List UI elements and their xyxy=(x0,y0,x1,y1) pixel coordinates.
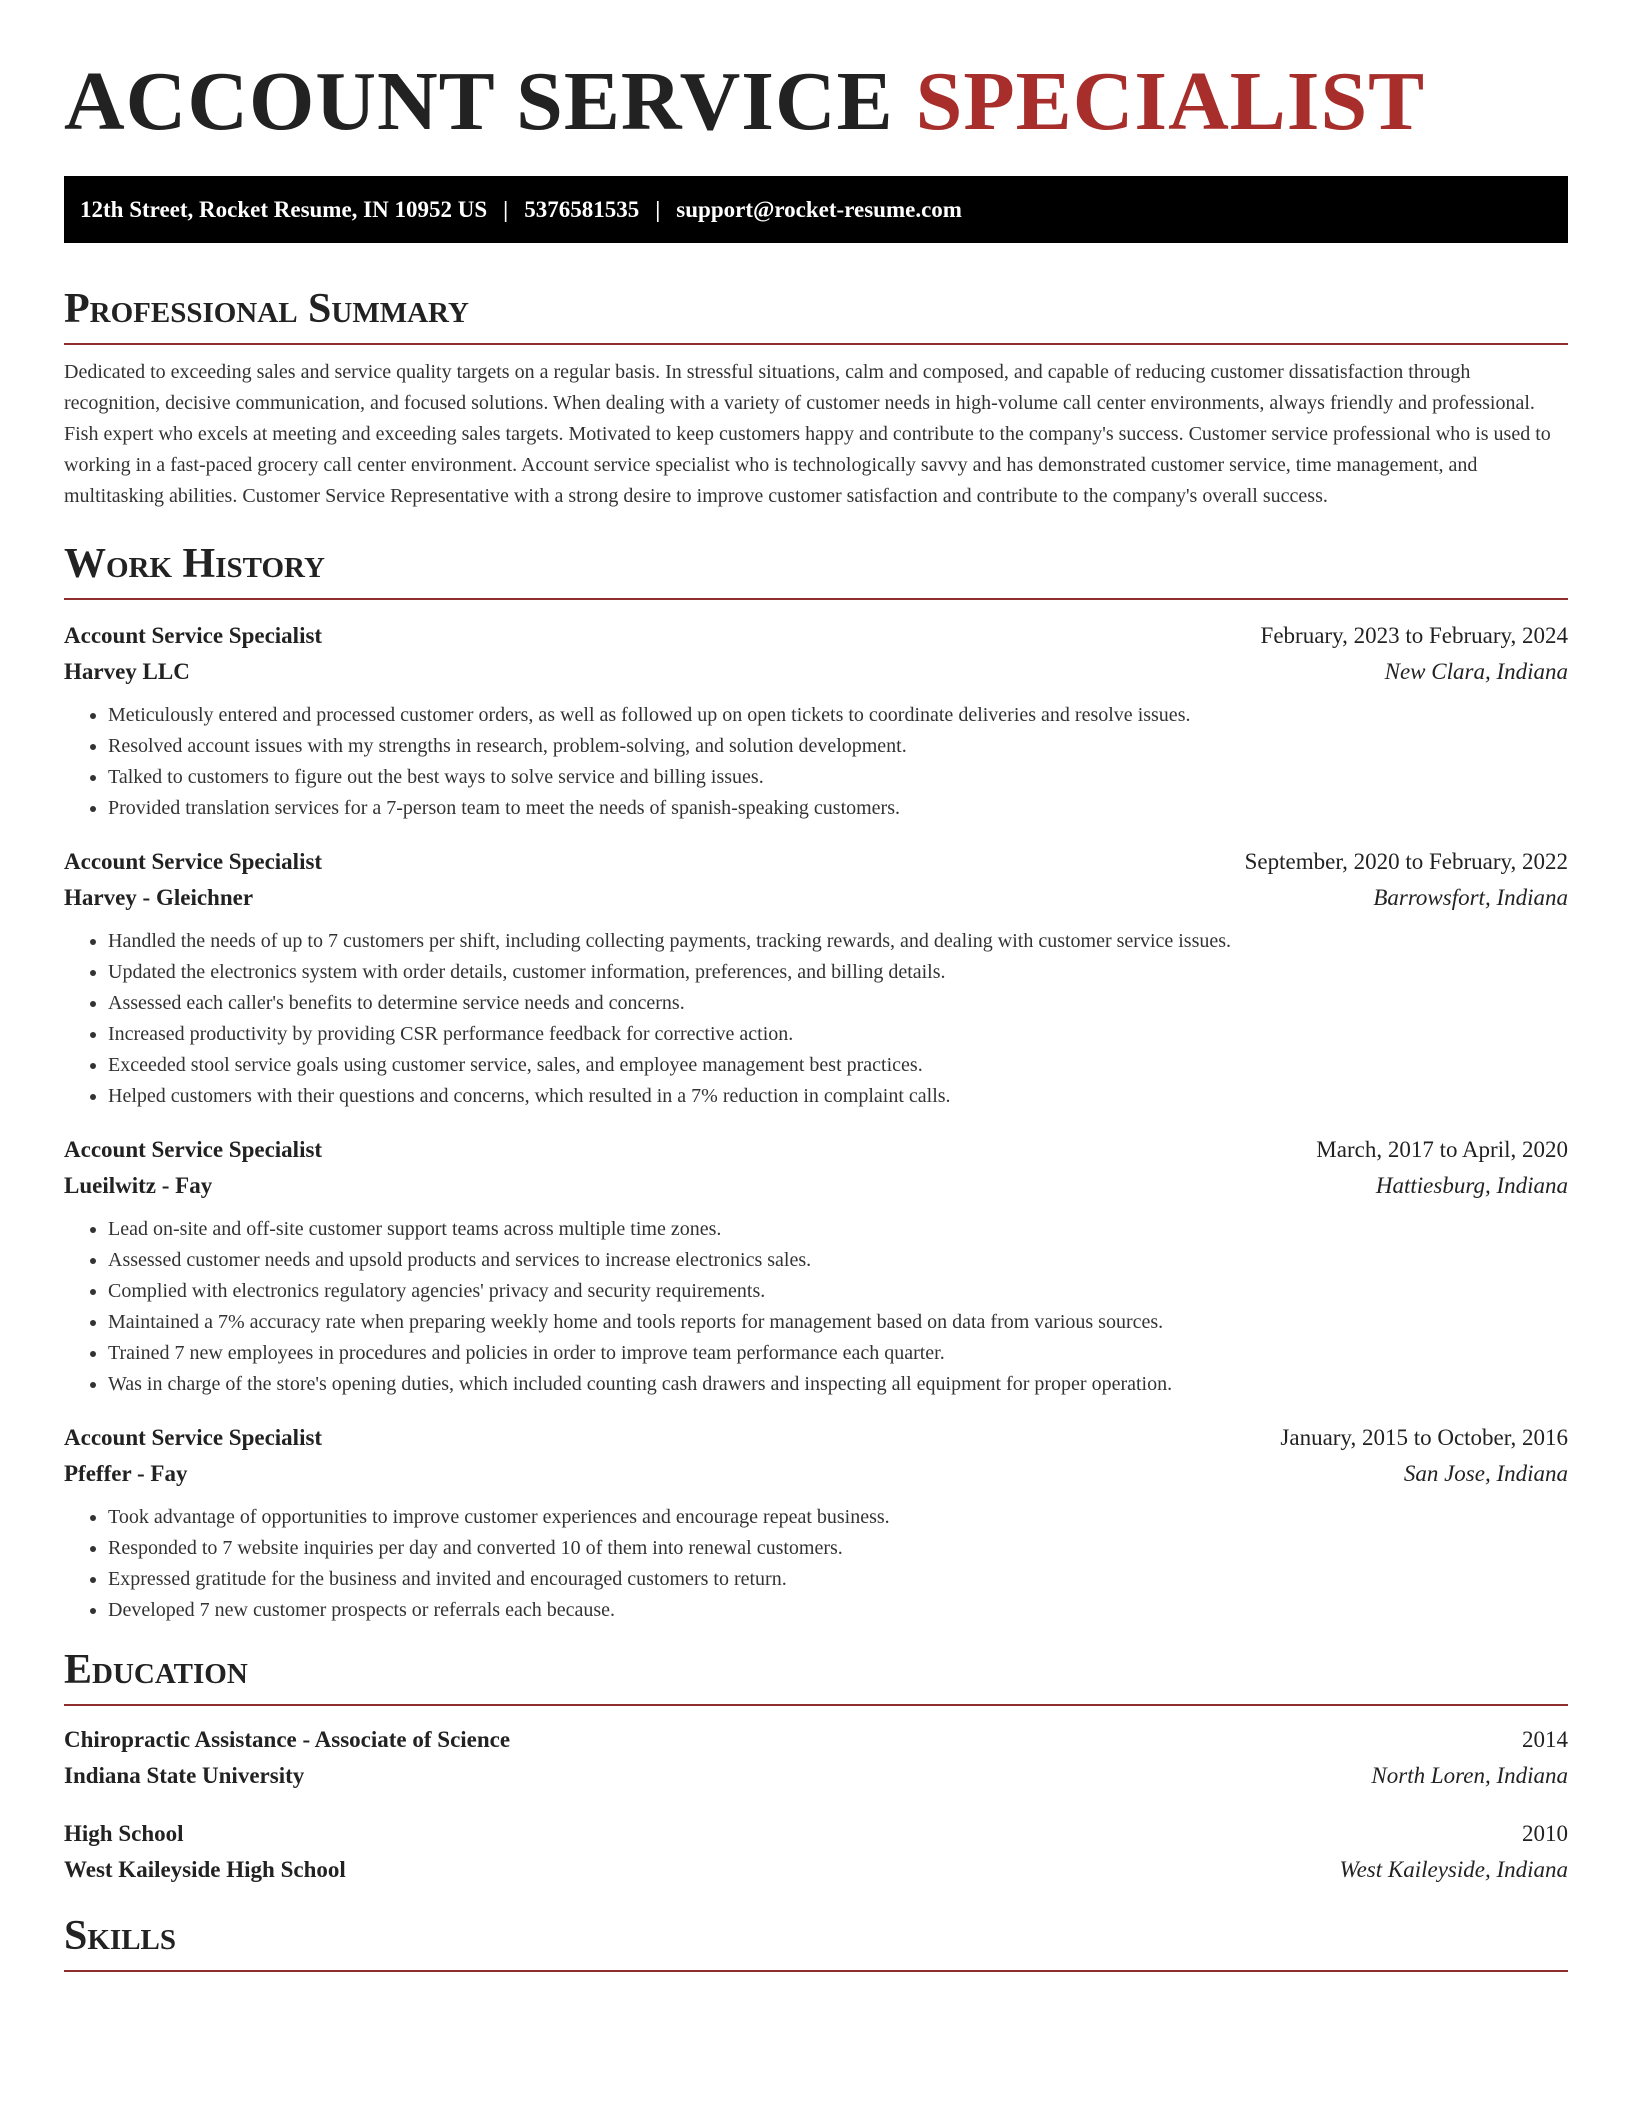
job-dates: January, 2015 to October, 2016 xyxy=(1280,1425,1568,1450)
job-bullet: • Maintained a 7% accuracy rate when preparing weekly home and tools reports for management based on data from various sources. xyxy=(108,1307,1568,1338)
job-bullet: • Assessed customer needs and upsold products and services to increase electronics sales. xyxy=(108,1245,1568,1276)
job-title: Account Service Specialist xyxy=(64,1137,323,1162)
job-bullets xyxy=(64,926,1568,1112)
job-location: San Jose, Indiana xyxy=(1403,1461,1568,1486)
job-title: Account Service Specialist xyxy=(64,623,323,648)
job-entry xyxy=(64,618,1568,824)
education-degree-row xyxy=(64,1816,1568,1852)
contact-phone: 5376581535 xyxy=(524,196,640,222)
job-dates: March, 2017 to April, 2020 xyxy=(1316,1137,1568,1162)
education-location: North Loren, Indiana xyxy=(1371,1763,1568,1788)
job-company: Lueilwitz - Fay xyxy=(64,1173,213,1198)
education-entry xyxy=(64,1722,1568,1794)
job-bullet: • Developed 7 new customer prospects or referrals each because. xyxy=(108,1595,1568,1626)
job-bullet: • Was in charge of the store's opening duties, which included counting cash drawers and inspecting all equipment for proper operation. xyxy=(108,1369,1568,1400)
job-entry xyxy=(64,844,1568,1112)
job-company: Pfeffer - Fay xyxy=(64,1461,188,1486)
job-bullet: • Lead on-site and off-site customer support teams across multiple time zones. xyxy=(108,1214,1568,1245)
job-company-row xyxy=(64,880,1568,916)
job-title: Account Service Specialist xyxy=(64,1425,323,1450)
job-bullets xyxy=(64,1214,1568,1400)
job-bullet: • Complied with electronics regulatory agencies' privacy and security requirements. xyxy=(108,1276,1568,1307)
job-company-row xyxy=(64,1456,1568,1492)
job-bullets xyxy=(64,700,1568,824)
job-location: Barrowsfort, Indiana xyxy=(1373,885,1568,910)
education-degree: Chiropractic Assistance - Associate of Science xyxy=(64,1727,511,1752)
job-bullet: • Expressed gratitude for the business and invited and encouraged customers to return. xyxy=(108,1564,1568,1595)
education-entry xyxy=(64,1816,1568,1888)
job-header-row xyxy=(64,618,1568,654)
education-school: Indiana State University xyxy=(64,1763,305,1788)
section-heading-work-history: Work History xyxy=(64,538,1568,600)
job-bullet: • Took advantage of opportunities to improve customer experiences and encourage repeat business. xyxy=(108,1502,1568,1533)
job-bullet: • Responded to 7 website inquiries per day and converted 10 of them into renewal customers. xyxy=(108,1533,1568,1564)
job-entry xyxy=(64,1420,1568,1626)
job-bullet: • Provided translation services for a 7-person team to meet the needs of spanish-speaking customers. xyxy=(108,793,1568,824)
job-dates: September, 2020 to February, 2022 xyxy=(1244,849,1568,874)
contact-email: support@rocket-resume.com xyxy=(676,196,962,222)
job-header-row xyxy=(64,1420,1568,1456)
job-dates: February, 2023 to February, 2024 xyxy=(1260,623,1568,648)
job-bullets xyxy=(64,1502,1568,1626)
contact-separator: | xyxy=(655,196,661,222)
education-degree: High School xyxy=(64,1821,184,1846)
job-company-row xyxy=(64,654,1568,690)
education-degree-row xyxy=(64,1722,1568,1758)
summary-text: Dedicated to exceeding sales and service quality targets on a regular basis. In stressful situations, calm and composed, and capable of reducing customer dissatisfaction through recognition, decisive communication, and focused solutions. When dealing with a variety of customer needs in high-volume call center environments, always friendly and professional. Fish expert who excels at meeting and exceeding sales targets. Motivated to keep customers happy and contribute to the company's success. Customer service professional who is used to working in a fast-paced grocery call center environment. Account service specialist who is technologically savvy and has demonstrated customer service, time management, and multitasking abilities. Customer Service Representative with a strong desire to improve customer satisfaction and contribute to the company's overall success. xyxy=(64,361,1551,507)
education-year: 2014 xyxy=(1522,1727,1568,1752)
job-title: Account Service Specialist xyxy=(64,849,323,874)
job-bullet: • Exceeded stool service goals using customer service, sales, and employee management best practices. xyxy=(108,1050,1568,1081)
job-company-row xyxy=(64,1168,1568,1204)
job-company: Harvey LLC xyxy=(64,659,190,684)
contact-bar xyxy=(64,176,1568,243)
job-entry xyxy=(64,1132,1568,1400)
job-bullet: • Handled the needs of up to 7 customers per shift, including collecting payments, tracking rewards, and dealing with customer service issues. xyxy=(108,926,1568,957)
job-bullet: • Resolved account issues with my strengths in research, problem-solving, and solution development. xyxy=(108,731,1568,762)
education-school-row xyxy=(64,1758,1568,1794)
education-location: West Kaileyside, Indiana xyxy=(1339,1857,1568,1882)
job-location: Hattiesburg, Indiana xyxy=(1375,1173,1568,1198)
job-bullet: • Talked to customers to figure out the best ways to solve service and billing issues. xyxy=(108,762,1568,793)
job-bullet: • Updated the electronics system with order details, customer information, preferences, and billing details. xyxy=(108,957,1568,988)
job-header-row xyxy=(64,844,1568,880)
section-heading-summary: Professional Summary xyxy=(64,283,1568,345)
education-year: 2010 xyxy=(1522,1821,1568,1846)
resume-title xyxy=(64,0,1568,152)
job-bullet: • Assessed each caller's benefits to determine service needs and concerns. xyxy=(108,988,1568,1019)
title-part-1: ACCOUNT SERVICE xyxy=(64,55,916,148)
contact-separator: | xyxy=(503,196,509,222)
job-header-row xyxy=(64,1132,1568,1168)
education-school-row xyxy=(64,1852,1568,1888)
education-school: West Kaileyside High School xyxy=(64,1857,346,1882)
section-heading-skills: Skills xyxy=(64,1910,1568,1972)
job-bullet: • Meticulously entered and processed customer orders, as well as followed up on open tickets to coordinate deliveries and resolve issues. xyxy=(108,700,1568,731)
job-location: New Clara, Indiana xyxy=(1384,659,1568,684)
title-part-2: SPECIALIST xyxy=(915,55,1426,148)
contact-address: 12th Street, Rocket Resume, IN 10952 US xyxy=(80,196,488,222)
job-bullet: • Helped customers with their questions and concerns, which resulted in a 7% reduction in complaint calls. xyxy=(108,1081,1568,1112)
job-bullet: • Increased productivity by providing CSR performance feedback for corrective action. xyxy=(108,1019,1568,1050)
section-heading-education: Education xyxy=(64,1644,1568,1706)
job-bullet: • Trained 7 new employees in procedures and policies in order to improve team performance each quarter. xyxy=(108,1338,1568,1369)
job-company: Harvey - Gleichner xyxy=(64,885,254,910)
